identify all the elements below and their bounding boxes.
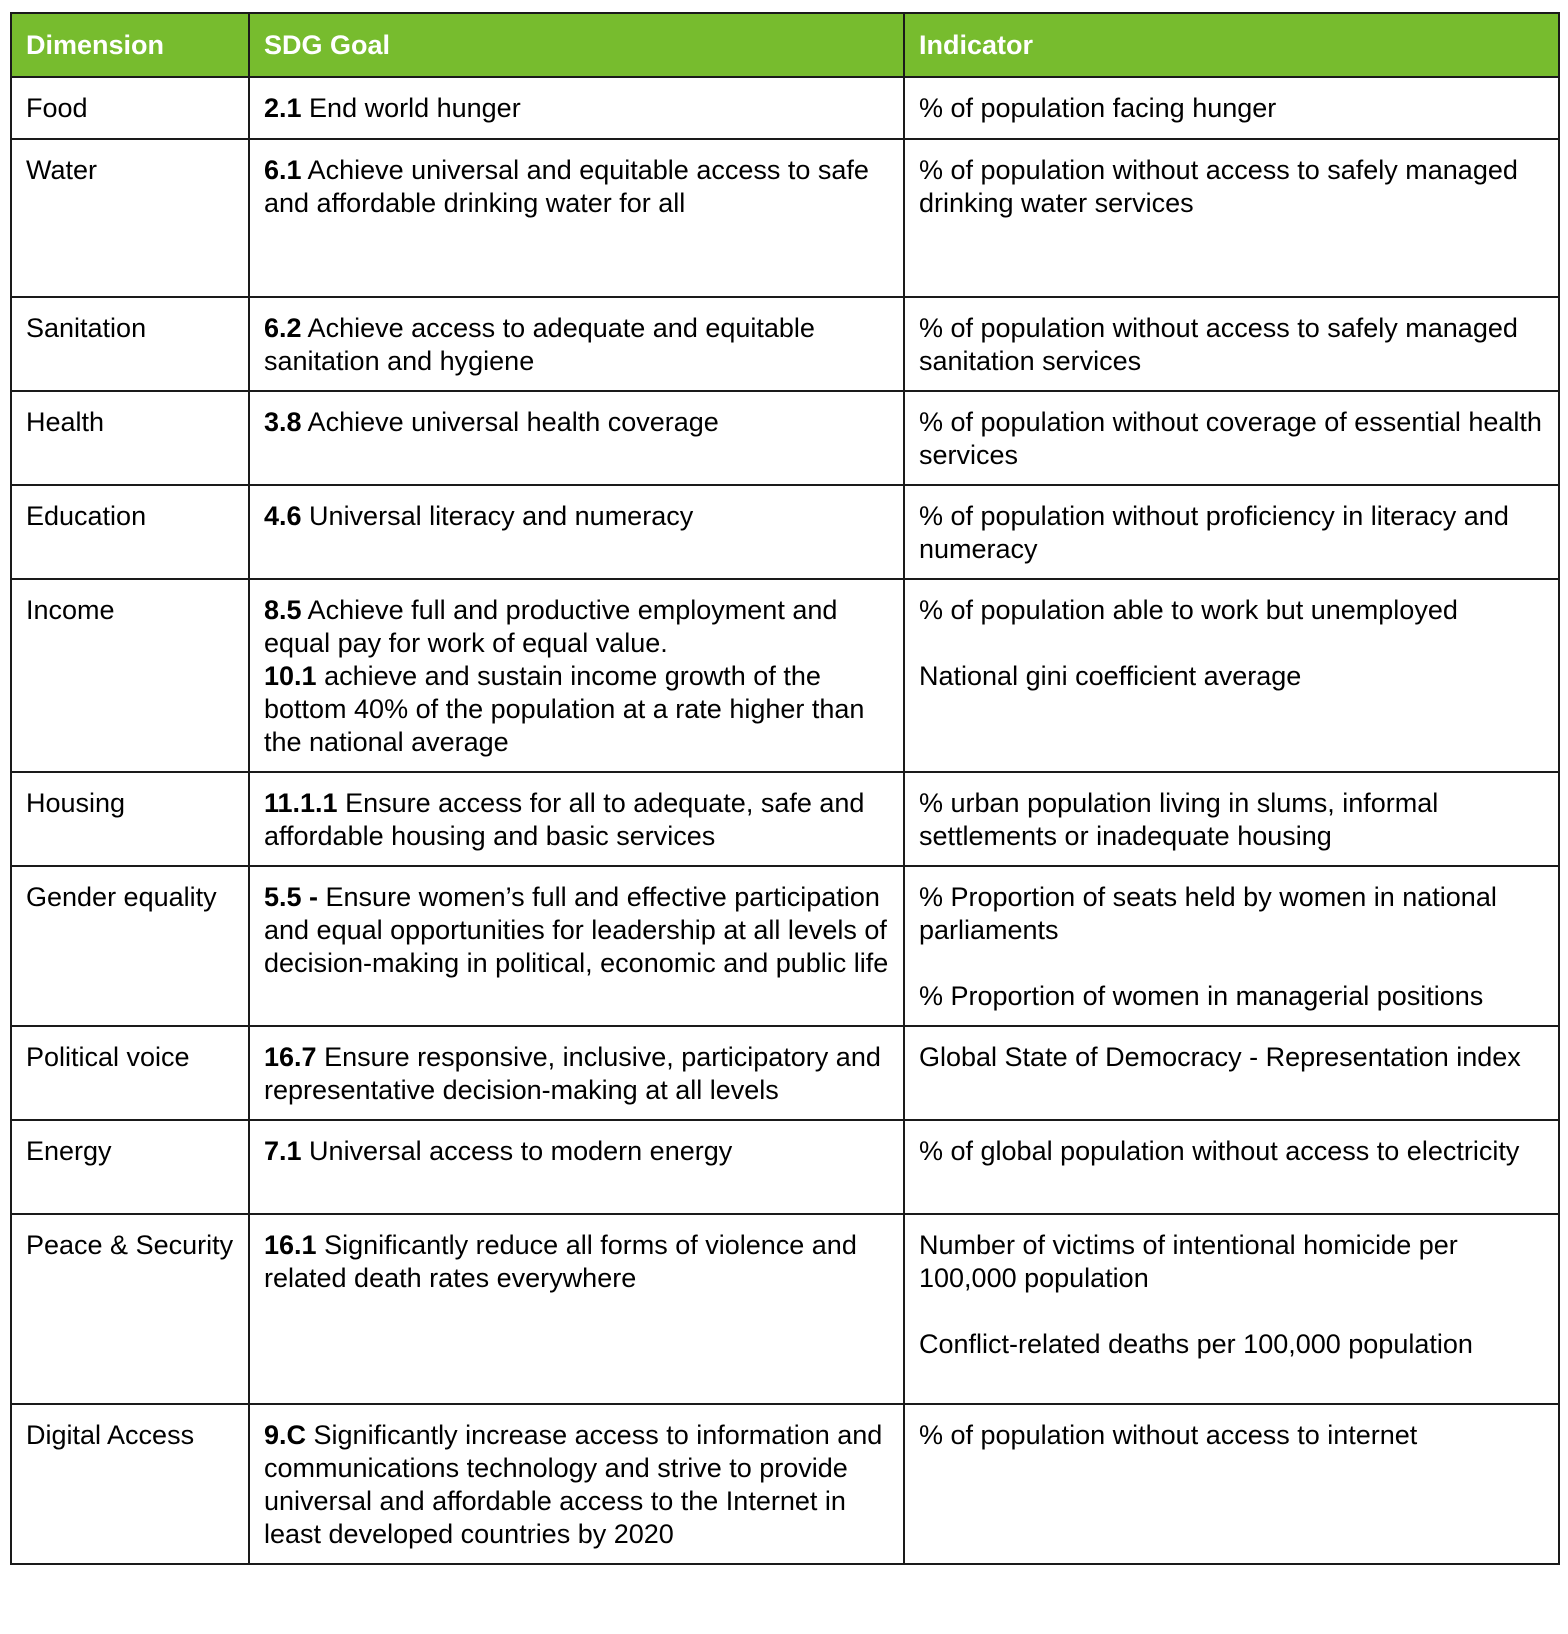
goal-paragraph: [264, 881, 889, 980]
goal-text: Achieve access to adequate and equitable sanitation and hygiene: [264, 313, 815, 376]
indicator-cell: [904, 391, 1559, 485]
column-header-sdg-goal: SDG Goal: [249, 13, 904, 77]
indicator-cell: [904, 1026, 1559, 1120]
goal-text: Ensure responsive, inclusive, participatory and representative decision-making at all levels: [264, 1042, 881, 1105]
goal-text: Ensure access for all to adequate, safe and affordable housing and basic services: [264, 788, 865, 851]
table-row: [11, 1214, 1559, 1404]
dimension-cell: Education: [11, 485, 249, 579]
goal-paragraph: [264, 787, 889, 853]
table-row: [11, 77, 1559, 139]
table-row: [11, 579, 1559, 772]
indicator-text: % urban population living in slums, informal settlements or inadequate housing: [919, 788, 1439, 851]
indicator-cell: [904, 1404, 1559, 1564]
indicator-text: National gini coefficient average: [919, 661, 1302, 691]
dimension-cell: Income: [11, 579, 249, 772]
indicator-text: % of population able to work but unemployed: [919, 595, 1458, 625]
goal-cell: [249, 866, 904, 1026]
goal-cell: [249, 1026, 904, 1120]
indicator-cell: [904, 866, 1559, 1026]
goal-paragraph: [264, 154, 889, 220]
dimension-cell: Gender equality: [11, 866, 249, 1026]
goal-text: Universal literacy and numeracy: [301, 501, 694, 531]
spacer: [919, 1295, 1544, 1328]
goal-text: Achieve universal health coverage: [301, 407, 719, 437]
goal-text: Significantly increase access to information and communications technology and strive to provide universal and affordable access to the Internet in least developed countries by 2020: [264, 1420, 883, 1549]
goal-cell: [249, 391, 904, 485]
dimension-cell: Digital Access: [11, 1404, 249, 1564]
dimension-cell: Health: [11, 391, 249, 485]
goal-cell: [249, 772, 904, 866]
goal-paragraph: [264, 1229, 889, 1295]
header-row: [11, 13, 1559, 77]
table-row: [11, 297, 1559, 391]
indicator-text: % of population without proficiency in literacy and numeracy: [919, 501, 1509, 564]
goal-paragraph: [264, 92, 889, 125]
table-row: [11, 485, 1559, 579]
indicator-text: % Proportion of women in managerial positions: [919, 981, 1484, 1011]
table-row: [11, 1026, 1559, 1120]
goal-paragraph: [264, 660, 889, 759]
table-row: [11, 866, 1559, 1026]
indicator-cell: [904, 77, 1559, 139]
table-row: [11, 1120, 1559, 1214]
table-body: [11, 77, 1559, 1564]
indicator-text: % of global population without access to electricity: [919, 1136, 1520, 1166]
goal-text: Achieve universal and equitable access to safe and affordable drinking water for all: [264, 155, 869, 218]
indicator-text: Conflict-related deaths per 100,000 population: [919, 1329, 1473, 1359]
goal-code: 16.1: [264, 1230, 317, 1260]
goal-text: Universal access to modern energy: [301, 1136, 733, 1166]
indicator-cell: [904, 1120, 1559, 1214]
goal-cell: [249, 77, 904, 139]
table-row: [11, 139, 1559, 297]
goal-paragraph: [264, 594, 889, 660]
goal-code: 8.5: [264, 595, 302, 625]
goal-code: 6.1: [264, 155, 302, 185]
dimension-cell: Housing: [11, 772, 249, 866]
goal-cell: [249, 1404, 904, 1564]
goal-text: Ensure women’s full and effective participation and equal opportunities for leadership at all levels of decision-making in political, economic and public life: [264, 882, 889, 978]
sdg-indicator-table: [10, 12, 1560, 1565]
indicator-text: % Proportion of seats held by women in national parliaments: [919, 882, 1497, 945]
table-row: [11, 772, 1559, 866]
indicator-text: % of population without coverage of essential health services: [919, 407, 1542, 470]
table-row: [11, 391, 1559, 485]
indicator-text: % of population without access to safely managed drinking water services: [919, 155, 1518, 218]
indicator-text: % of population without access to safely managed sanitation services: [919, 313, 1518, 376]
dimension-cell: Water: [11, 139, 249, 297]
goal-code: 2.1: [264, 93, 302, 123]
indicator-cell: [904, 1214, 1559, 1404]
indicator-cell: [904, 772, 1559, 866]
dimension-cell: Political voice: [11, 1026, 249, 1120]
table-header: [11, 13, 1559, 77]
goal-paragraph: [264, 1135, 889, 1168]
column-header-dimension: Dimension: [11, 13, 249, 77]
goal-cell: [249, 579, 904, 772]
dimension-cell: Peace & Security: [11, 1214, 249, 1404]
indicator-text: % of population facing hunger: [919, 93, 1277, 123]
indicator-cell: [904, 139, 1559, 297]
column-header-indicator: Indicator: [904, 13, 1559, 77]
goal-code: 4.6: [264, 501, 302, 531]
goal-code: 11.1.1: [264, 788, 338, 818]
indicator-cell: [904, 485, 1559, 579]
goal-code: 5.5 -: [264, 882, 319, 912]
goal-cell: [249, 485, 904, 579]
goal-text: End world hunger: [301, 93, 521, 123]
goal-code: 3.8: [264, 407, 302, 437]
spacer: [919, 627, 1544, 660]
goal-cell: [249, 297, 904, 391]
goal-text: Achieve full and productive employment and equal pay for work of equal value.: [264, 595, 838, 658]
dimension-cell: Sanitation: [11, 297, 249, 391]
indicator-text: Global State of Democracy - Representation index: [919, 1042, 1521, 1072]
goal-cell: [249, 139, 904, 297]
goal-cell: [249, 1120, 904, 1214]
goal-code: 16.7: [264, 1042, 317, 1072]
indicator-text: Number of victims of intentional homicide per 100,000 population: [919, 1230, 1458, 1293]
goal-text: achieve and sustain income growth of the bottom 40% of the population at a rate higher than the national average: [264, 661, 865, 757]
goal-code: 10.1: [264, 661, 317, 691]
indicator-cell: [904, 579, 1559, 772]
dimension-cell: Food: [11, 77, 249, 139]
table-row: [11, 1404, 1559, 1564]
goal-code: 7.1: [264, 1136, 302, 1166]
dimension-cell: Energy: [11, 1120, 249, 1214]
goal-code: 6.2: [264, 313, 302, 343]
goal-paragraph: [264, 312, 889, 378]
indicator-cell: [904, 297, 1559, 391]
goal-code: 9.C: [264, 1420, 307, 1450]
goal-paragraph: [264, 406, 889, 439]
indicator-text: % of population without access to internet: [919, 1420, 1418, 1450]
spacer: [919, 947, 1544, 980]
goal-paragraph: [264, 500, 889, 533]
goal-paragraph: [264, 1041, 889, 1107]
goal-cell: [249, 1214, 904, 1404]
goal-paragraph: [264, 1419, 889, 1551]
goal-text: Significantly reduce all forms of violence and related death rates everywhere: [264, 1230, 857, 1293]
